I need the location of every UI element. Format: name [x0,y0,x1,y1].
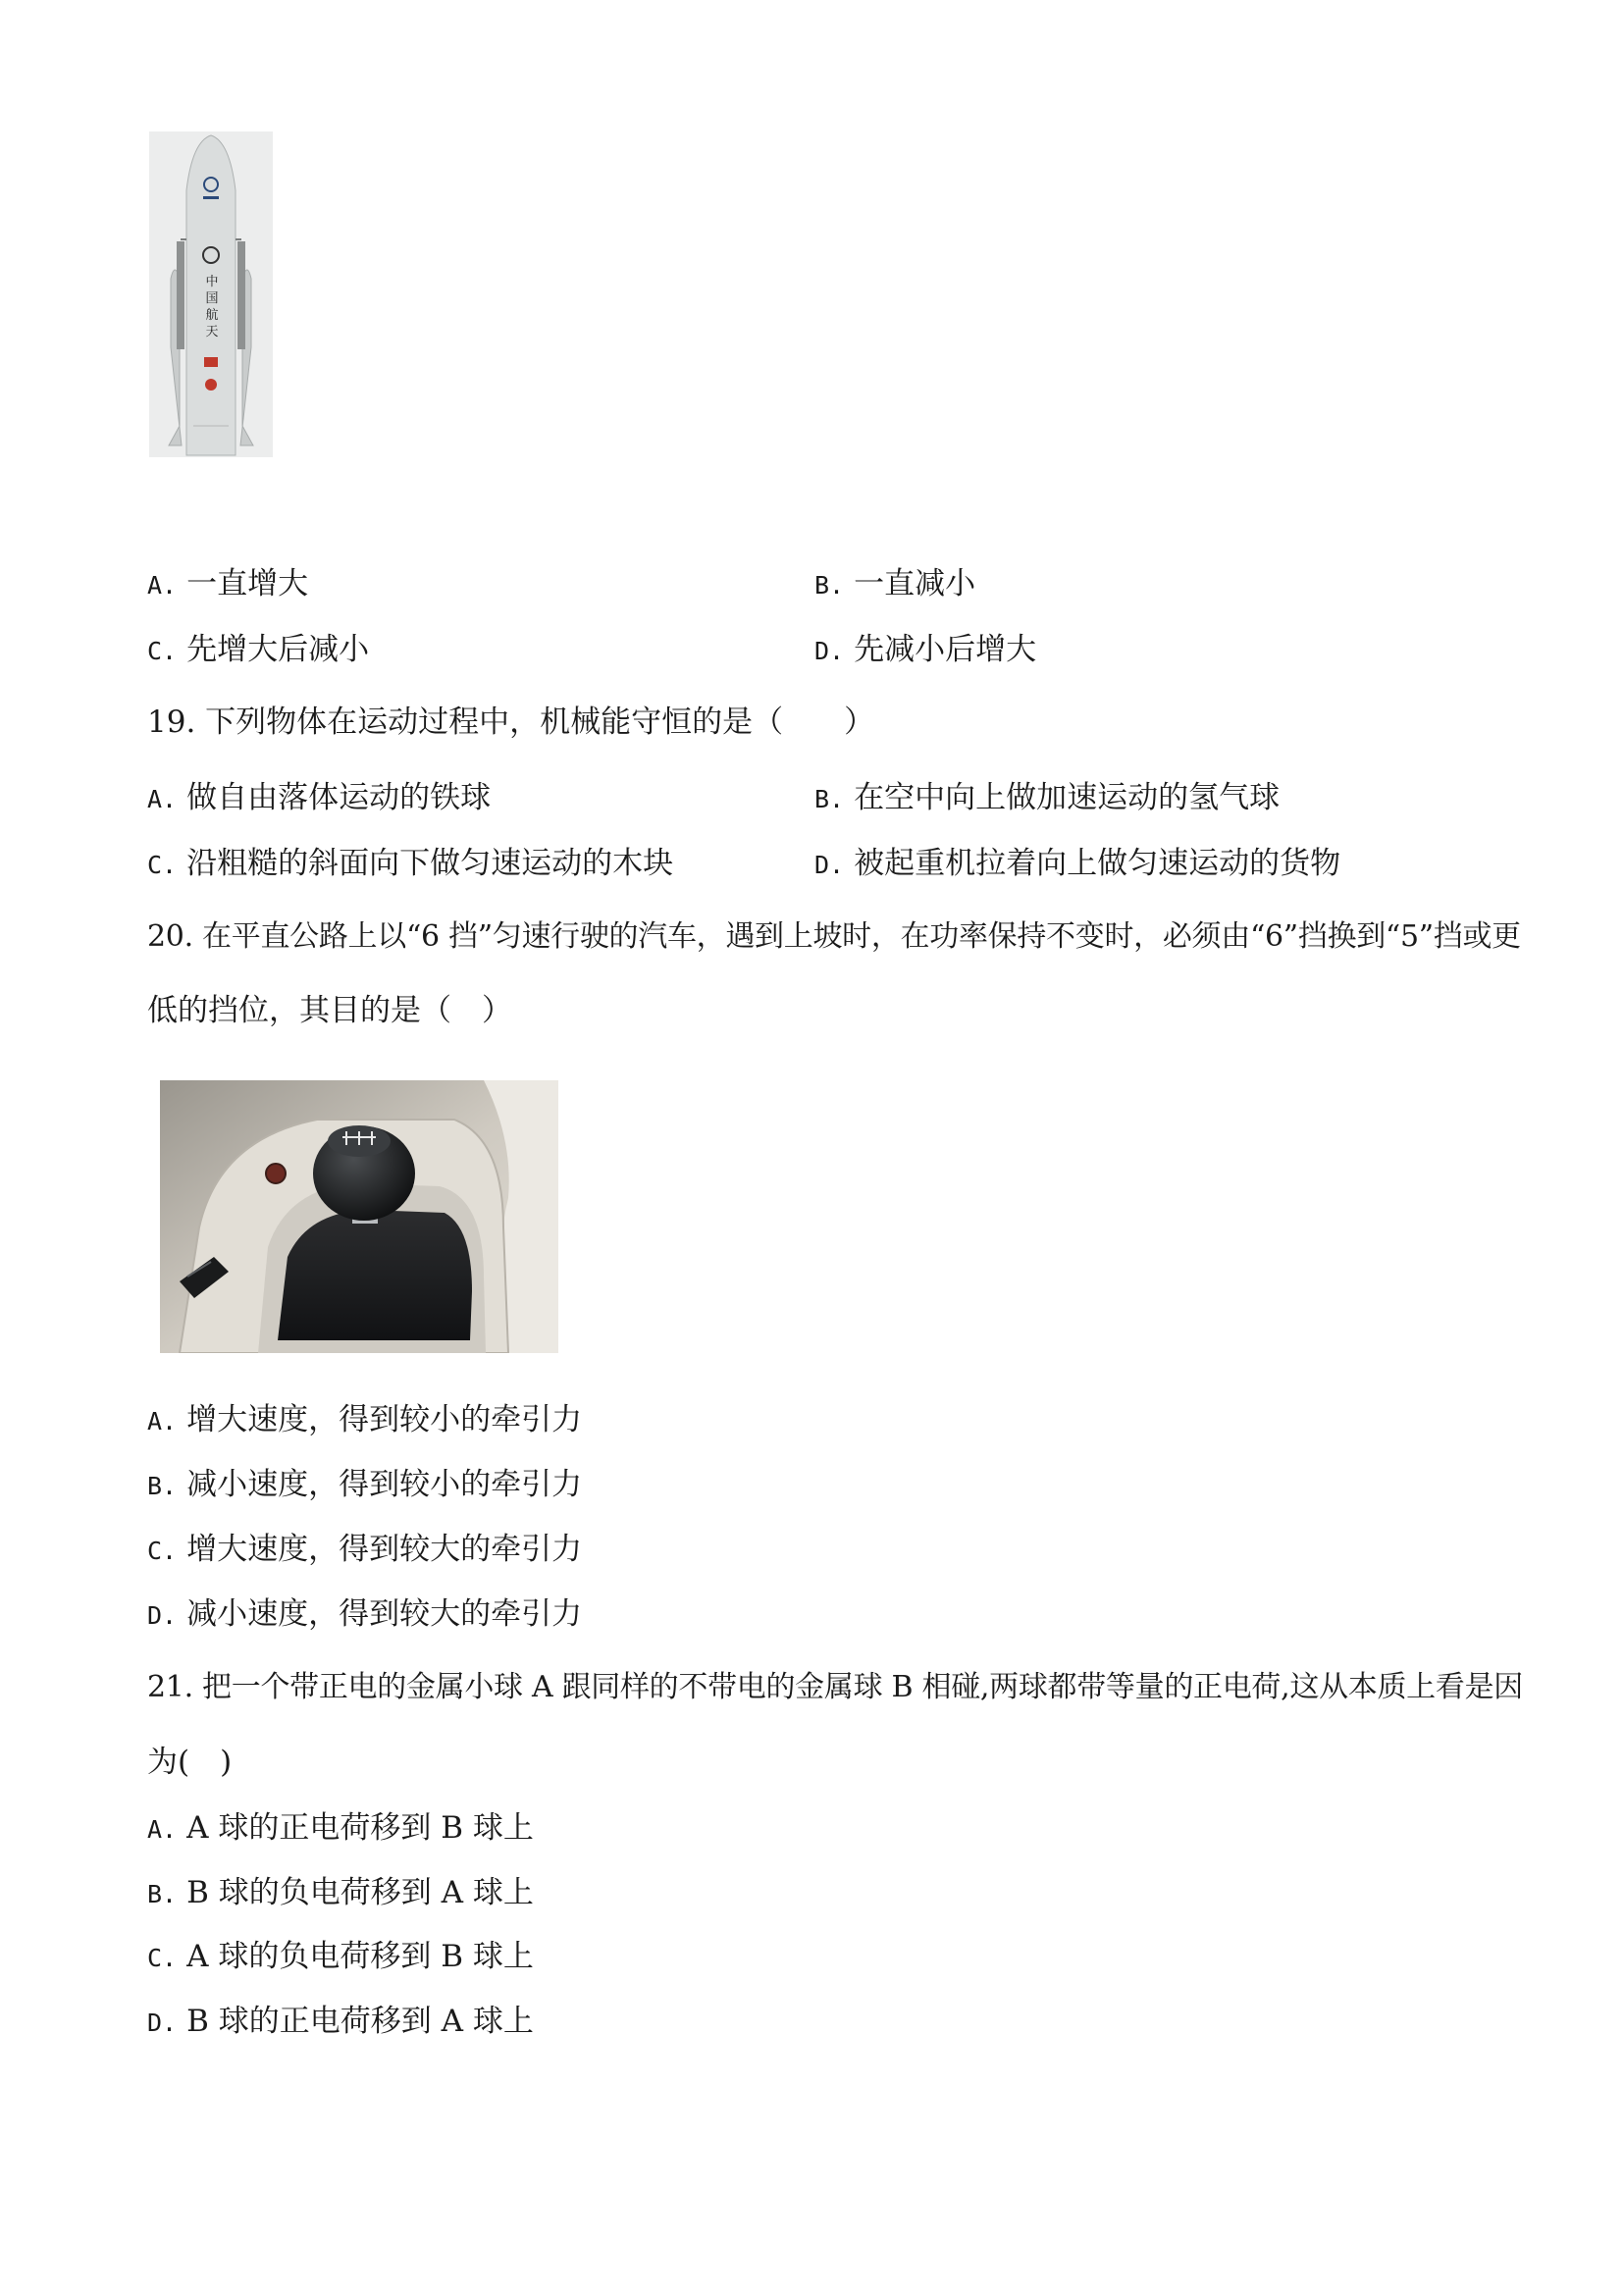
option-text: 减小速度，得到较小的牵引力 [186,1467,583,1502]
rocket-vertical-label [204,274,220,340]
option-text: 减小速度，得到较大的牵引力 [186,1596,583,1632]
option-text: 被起重机拉着向上做匀速运动的货物 [854,846,1341,881]
q21-stem-line2: 为( ) [147,1745,233,1780]
gear-shifter-image [160,1080,558,1353]
option-text: 先增大后减小 [186,632,370,667]
q21-option-c [147,1937,534,1978]
option-letter: C. [147,1944,178,1972]
rocket-char: 国 [205,291,219,306]
rocket-char: 天 [205,325,219,339]
option-letter: B. [814,571,845,600]
option-letter: B. [147,1880,178,1908]
q21-option-a [147,1808,534,1850]
option-letter: A. [147,571,178,600]
q19-option-a [147,778,491,819]
q18-option-b [814,564,975,605]
option-letter: C. [147,637,178,665]
q19-option-d [814,844,1340,885]
q19-option-c [147,844,673,885]
q20-stem-line1: 20. 在平直公路上以“6 挡”匀速行驶的汽车，遇到上坡时，在功率保持不变时，必须由“6”挡换到“5”挡或更 [147,919,1521,954]
rocket-image [149,131,273,457]
option-text: 增大速度，得到较大的牵引力 [186,1532,583,1567]
option-letter: A. [147,1407,178,1435]
q20-option-d [147,1594,582,1636]
option-text: 增大速度，得到较小的牵引力 [186,1402,583,1437]
q20-option-a [147,1400,582,1441]
q21-stem-line1: 21. 把一个带正电的金属小球 A 跟同样的不带电的金属球 B 相碰,两球都带等量的正电荷,这从本质上看是因 [147,1670,1523,1704]
q21-option-d [147,2002,534,2043]
option-text: 先减小后增大 [854,632,1037,667]
option-letter: D. [147,1601,178,1630]
q18-option-c [147,630,369,671]
q21-option-b [147,1873,534,1914]
q18-option-d [814,630,1036,671]
option-text: B 球的负电荷移到 A 球上 [186,1875,534,1910]
option-letter: B. [147,1472,178,1500]
rocket-char: 航 [205,308,219,323]
option-letter: D. [147,2009,178,2037]
option-letter: B. [814,785,845,813]
option-letter: D. [814,851,845,879]
option-text: 沿粗糙的斜面向下做匀速运动的木块 [186,846,674,881]
option-letter: C. [147,1537,178,1565]
q20-stem-line2: 低的挡位，其目的是（ ） [147,993,512,1028]
option-text: B 球的正电荷移到 A 球上 [186,2004,534,2039]
option-letter: A. [147,1815,178,1844]
q20-option-c [147,1530,582,1571]
option-text: 一直减小 [854,566,976,601]
q19-stem: 19. 下列物体在运动过程中，机械能守恒的是（ ） [147,704,875,740]
option-text: 一直增大 [186,566,309,601]
option-text: A 球的正电荷移到 B 球上 [186,1810,534,1846]
option-letter: A. [147,785,178,813]
q20-option-b [147,1465,582,1506]
option-text: 在空中向上做加速运动的氢气球 [854,780,1281,815]
option-letter: D. [814,637,845,665]
option-letter: C. [147,851,178,879]
rocket-char: 中 [205,275,219,289]
q18-option-a [147,564,308,605]
q19-option-b [814,778,1280,819]
gear-shifter-illustration [160,1080,558,1353]
option-text: A 球的负电荷移到 B 球上 [186,1939,534,1974]
option-text: 做自由落体运动的铁球 [186,780,492,815]
